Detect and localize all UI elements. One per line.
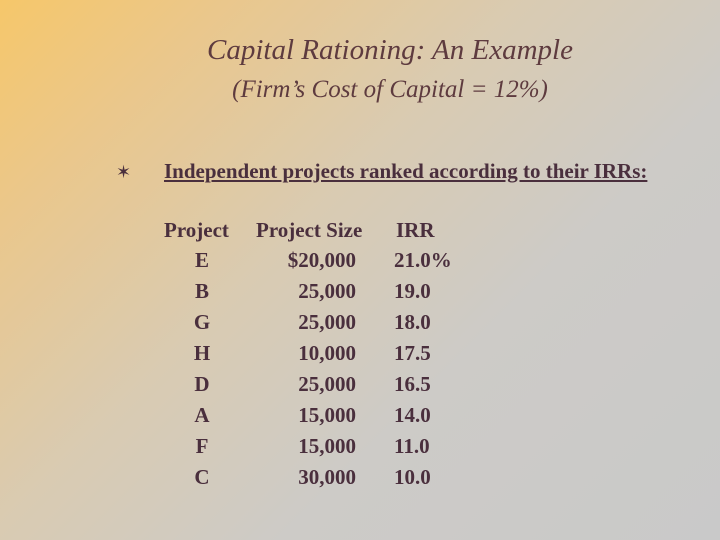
- project-cell: E: [194, 248, 209, 272]
- table-row: [0, 465, 720, 496]
- table-row: [0, 341, 720, 372]
- irr-cell: 19.0: [394, 279, 431, 303]
- irr-cell: 16.5: [394, 372, 431, 396]
- slide-subtitle: (Firm’s Cost of Capital = 12%): [232, 76, 548, 103]
- project-size-cell: 25,000: [298, 279, 356, 303]
- project-cell: D: [194, 372, 210, 396]
- project-cell: C: [194, 465, 210, 489]
- irr-cell: 11.0: [394, 434, 430, 458]
- table-row: [0, 310, 720, 341]
- project-size-cell: 10,000: [298, 341, 356, 365]
- table-row: [0, 248, 720, 279]
- bullet-text: Independent projects ranked according to their IRRs:: [164, 159, 648, 183]
- table-row: [0, 279, 720, 310]
- project-size-cell: 15,000: [298, 434, 356, 458]
- column-header-project-size: Project Size: [256, 218, 363, 242]
- table-row: [0, 372, 720, 403]
- project-cell: G: [193, 310, 211, 334]
- table-row: [0, 403, 720, 434]
- column-header-project: Project: [164, 218, 229, 242]
- slide-title: Capital Rationing: An Example: [207, 34, 573, 66]
- irr-cell: 10.0: [394, 465, 431, 489]
- irr-cell: 18.0: [394, 310, 431, 334]
- irr-cell: 14.0: [394, 403, 431, 427]
- column-header-irr: IRR: [396, 218, 435, 242]
- table-row: [0, 434, 720, 465]
- project-cell: B: [194, 279, 209, 303]
- project-cell: F: [195, 434, 209, 458]
- star-bullet-icon: ✶: [116, 162, 132, 182]
- project-size-cell: 15,000: [298, 403, 356, 427]
- project-size-cell: 25,000: [298, 372, 356, 396]
- project-cell: H: [193, 341, 211, 365]
- irr-cell: 21.0%: [394, 248, 452, 272]
- irr-cell: 17.5: [394, 341, 431, 365]
- project-size-cell: 25,000: [298, 310, 356, 334]
- project-size-cell: 30,000: [298, 465, 356, 489]
- project-size-cell: $20,000: [287, 248, 356, 272]
- project-cell: A: [194, 403, 210, 427]
